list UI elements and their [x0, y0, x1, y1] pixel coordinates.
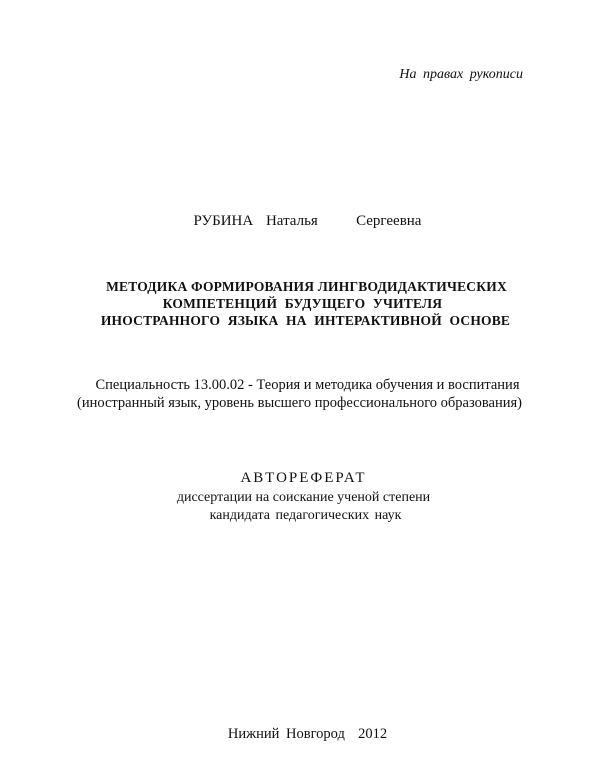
specialty-line-1: Специальность 13.00.02 - Теория и методика обучения и воспитания [95, 377, 520, 393]
dissertation-line-2: кандидата педагогических наук [209, 508, 402, 523]
document-type-heading: АВТОРЕФЕРАТ [240, 470, 367, 486]
author-surname: РУБИНА [193, 213, 254, 229]
author-name [8, 214, 599, 229]
specialty-line-2: (иностранный язык, уровень высшего профессионального образования) [77, 395, 522, 411]
manuscript-note: На правах рукописи [399, 67, 523, 82]
place-and-year: Нижний Новгород 2012 [227, 726, 388, 742]
author-given-names: Наталья Сергеевна [265, 213, 422, 229]
dissertation-title-line-3: ИНОСТРАННОГО ЯЗЫКА НА ИНТЕРАКТИВНОЙ ОСНОВЕ [100, 313, 511, 328]
dissertation-title-line-2: КОМПЕТЕНЦИЙ БУДУЩЕГО УЧИТЕЛЯ [162, 296, 443, 311]
dissertation-title-line-1: МЕТОДИКА ФОРМИРОВАНИЯ ЛИНГВОДИДАКТИЧЕСКИХ [106, 279, 507, 294]
dissertation-line-1: диссертации на соискание ученой степени [176, 490, 431, 505]
